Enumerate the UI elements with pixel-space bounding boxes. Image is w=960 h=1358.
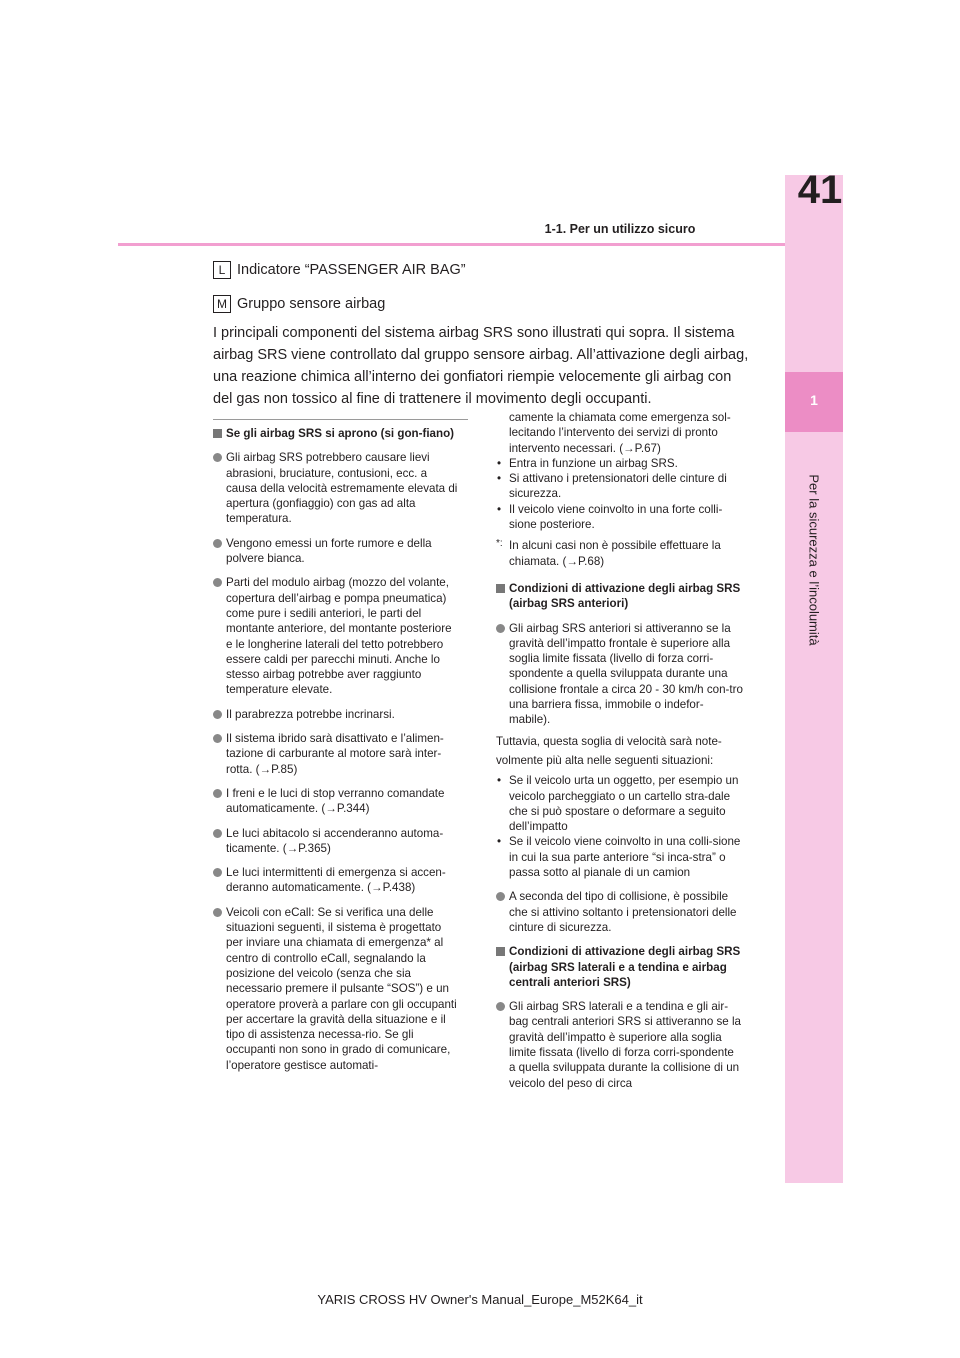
paragraph-continuation: camente la chiamata come emergenza sol-lecitando l’intervento dei servizi di pronto intervento necessari. (→P.67): [509, 411, 731, 455]
section-title: 1-1. Per un utilizzo sicuro: [544, 222, 696, 236]
legend-label-m: Gruppo sensore airbag: [237, 296, 386, 312]
legend-item-l: [213, 261, 466, 279]
list-item: Le luci intermittenti di emergenza si accen-deranno automaticamente. (→P.438): [213, 865, 460, 896]
footnote: *: In alcuni casi non è possibile effettuare la chiamata. (→P.68): [496, 538, 743, 569]
chapter-number: 1: [810, 392, 818, 408]
list-item: • Il veicolo viene coinvolto in una forte colli-sione posteriore.: [496, 502, 743, 533]
section-heading: Se gli airbag SRS si aprono (si gon-fiano): [213, 426, 460, 441]
left-column: [213, 426, 460, 1073]
page-number: 41: [797, 168, 843, 212]
section-heading: Condizioni di attivazione degli airbag SRS (airbag SRS anteriori): [496, 581, 743, 612]
intro-paragraph: I principali componenti del sistema airbag SRS sono illustrati qui sopra. Il sistema airbag SRS viene controllato dal gruppo sensore airbag. All’attivazione degli airbag, una reazione chimica all’interno dei gonfiatori riempie velocemente gli airbag con del gas non tossico al fine di trattenere il movimento degli occupanti.: [213, 325, 749, 407]
list-item: Gli airbag SRS anteriori si attiveranno se la gravità dell’impatto frontale è superiore alla soglia limite fissata (livello di forza corri-spondente a quella sviluppata durante una collisione frontale a circa 20 - 30 km/h con-tro una barriera fissa, immobile o indefor-mabile).: [496, 621, 743, 728]
list-item: • Si attivano i pretensionatori delle cinture di sicurezza.: [496, 471, 743, 502]
list-item: Gli airbag SRS potrebbero causare lievi abrasioni, bruciature, contusioni, ecc. a causa della velocità estremamente elevata di apertura (gonfiaggio) con gas ad alta temperatura.: [213, 450, 460, 526]
column-divider: [213, 419, 468, 420]
list-item: A seconda del tipo di collisione, è possibile che si attivino soltanto i pretensionatori delle cinture di sicurezza.: [496, 889, 743, 935]
section-heading: Condizioni di attivazione degli airbag SRS (airbag SRS laterali e a tendina e airbag centrali anteriori SRS): [496, 944, 743, 990]
legend-key-l: L: [213, 261, 231, 279]
right-column: [496, 410, 743, 1091]
list-item: Il sistema ibrido sarà disattivato e l’alimen-tazione di carburante al motore sarà inter-rotta. (→P.85): [213, 731, 460, 777]
footer-manual-id: YARIS CROSS HV Owner's Manual_Europe_M52K64_it: [317, 1292, 643, 1307]
list-item: I freni e le luci di stop verranno comandate automaticamente. (→P.344): [213, 786, 460, 817]
list-item: Le luci abitacolo si accenderanno automa-ticamente. (→P.365): [213, 826, 460, 857]
list-item: Gli airbag SRS laterali e a tendina e gli air-bag centrali anteriori SRS si attiveranno se la gravità dell’impatto è superiore alla soglia limite fissata (livello di forza corri-spondente a quella sviluppata durante la collisione di un veicolo del peso di circa: [496, 999, 743, 1091]
list-item: • Entra in funzione un airbag SRS.: [496, 456, 743, 471]
paragraph: Tuttavia, questa soglia di velocità sarà note-: [496, 734, 722, 748]
list-item: Vengono emessi un forte rumore e della polvere bianca.: [213, 536, 460, 567]
list-item: Parti del modulo airbag (mozzo del volante, copertura dell’airbag e pompa pneumatica) come pure i sedili anteriori, le parti del montante anteriore, del montante posteriore e le longherine laterali del tetto potrebbero essere caldi per parecchi minuti. Anche lo stesso airbag potrebbe aver raggiunto temperature elevate.: [213, 575, 460, 697]
legend-item-m: [213, 295, 385, 313]
list-item: • Se il veicolo urta un oggetto, per esempio un veicolo parcheggiato o un cartello stra-dale che si può spostare o deformare a seguito dell’impatto: [496, 773, 743, 834]
legend-key-m: M: [213, 295, 231, 313]
header-rule: [118, 243, 785, 246]
paragraph: volmente più alta nelle seguenti situazioni:: [496, 753, 714, 767]
legend-label-l: Indicatore “PASSENGER AIR BAG”: [237, 262, 466, 278]
list-item: • Se il veicolo viene coinvolto in una colli-sione in cui la sua parte anteriore “si inca-stra” o passa sotto al pianale di un camion: [496, 834, 743, 880]
list-item: Veicoli con eCall: Se si verifica una delle situazioni seguenti, il sistema è progettato per inviare una chiamata di emergenza* al centro di controllo eCall, segnalando la posizione del veicolo (senza che sia necessario premere il pulsante “SOS”) e un operatore proverà a parlare con gli occupanti per accertare la gravità della situazione e il tipo di assistenza necessa-rio. Se gli occupanti non sono in grado di comunicare, l’operatore gestisce automati-: [213, 905, 460, 1073]
list-item: Il parabrezza potrebbe incrinarsi.: [213, 707, 460, 722]
chapter-side-tab: [785, 175, 843, 1183]
